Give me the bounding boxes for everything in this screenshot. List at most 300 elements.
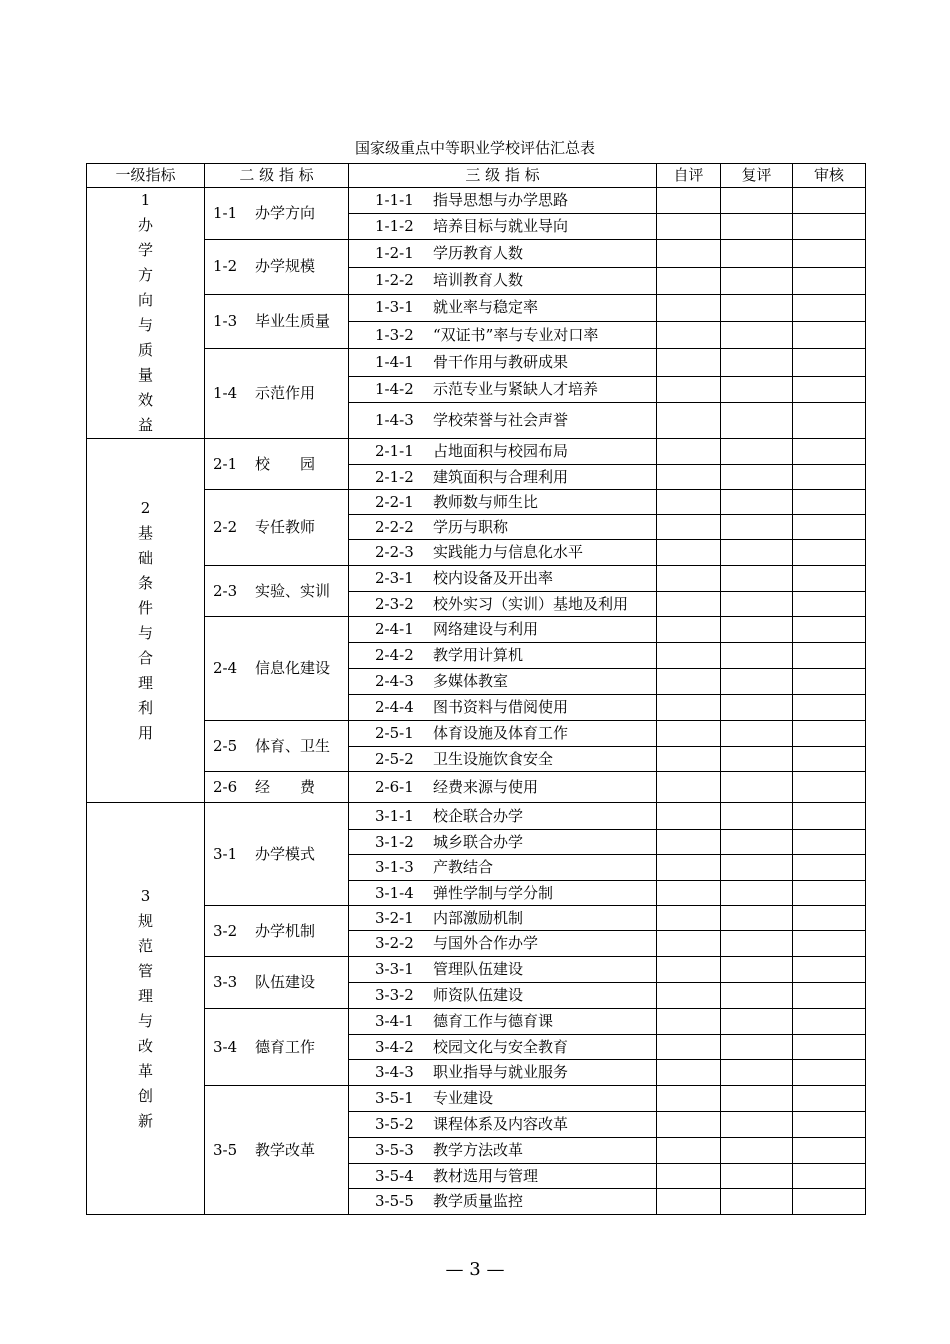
self-eval-cell[interactable] — [657, 465, 721, 490]
level1-char: 与 — [137, 316, 153, 334]
review-cell[interactable] — [721, 1164, 793, 1189]
level3-code: 2-2-2 — [375, 517, 414, 536]
level3-text: 图书资料与借阅使用 — [433, 698, 569, 716]
level3-text: 学历与职称 — [433, 517, 509, 536]
table-row — [87, 803, 866, 830]
level3-code: 2-5-1 — [375, 724, 414, 742]
level3-code: 3-1-1 — [375, 806, 414, 825]
header-level1: 一级指标 — [87, 164, 205, 188]
level1-char: 范 — [137, 936, 153, 955]
level3-indicator-cell — [349, 592, 657, 617]
level1-char: 质 — [137, 341, 153, 359]
audit-cell[interactable] — [793, 240, 866, 268]
level2-indicator-cell — [205, 188, 349, 240]
level3-text: 专业建设 — [433, 1089, 494, 1107]
level3-indicator-cell — [349, 881, 657, 906]
self-eval-cell[interactable] — [657, 643, 721, 669]
level3-indicator-cell — [349, 240, 657, 268]
level3-text: 管理队伍建设 — [433, 960, 524, 978]
level2-code: 1-1 — [213, 204, 238, 222]
review-cell[interactable] — [721, 772, 793, 803]
header-level2: 二 级 指 标 — [205, 164, 349, 188]
review-cell[interactable] — [721, 1060, 793, 1086]
level2-name: 办学机制 — [255, 921, 316, 940]
self-eval-cell[interactable] — [657, 1164, 721, 1189]
level3-text: 产教结合 — [433, 858, 494, 876]
self-eval-cell[interactable] — [657, 240, 721, 268]
level3-indicator-cell — [349, 566, 657, 592]
level2-name: 办学模式 — [255, 844, 316, 863]
review-cell[interactable] — [721, 490, 793, 515]
level3-code: 2-1-2 — [375, 467, 414, 486]
review-cell[interactable] — [721, 803, 793, 830]
self-eval-cell[interactable] — [657, 906, 721, 931]
level3-code: 3-2-1 — [375, 908, 414, 927]
level3-code: 3-5-5 — [375, 1192, 414, 1210]
table-header-row — [87, 164, 866, 188]
level3-code: 3-1-4 — [375, 883, 414, 902]
level3-indicator-cell — [349, 214, 657, 240]
audit-cell[interactable] — [793, 881, 866, 906]
level3-code: 3-4-1 — [375, 1012, 414, 1030]
level3-code: 2-2-1 — [375, 492, 414, 511]
level3-code: 3-5-4 — [375, 1166, 414, 1185]
header-review: 复评 — [721, 164, 793, 188]
review-cell[interactable] — [721, 566, 793, 592]
self-eval-cell[interactable] — [657, 1009, 721, 1035]
header-level3: 三 级 指 标 — [349, 164, 657, 188]
review-cell[interactable] — [721, 465, 793, 490]
level3-indicator-cell — [349, 490, 657, 515]
level1-number: 1 — [140, 191, 151, 209]
level3-indicator-cell — [349, 267, 657, 294]
level3-code: 2-4-4 — [375, 698, 414, 716]
self-eval-cell[interactable] — [657, 540, 721, 566]
level3-code: 2-4-1 — [375, 620, 414, 638]
level3-text: 德育工作与德育课 — [433, 1012, 554, 1030]
review-cell[interactable] — [721, 721, 793, 747]
review-cell[interactable] — [721, 643, 793, 669]
audit-cell[interactable] — [793, 855, 866, 881]
level3-text: 卫生设施饮食安全 — [433, 749, 554, 768]
level3-text: 弹性学制与学分制 — [433, 883, 554, 902]
level3-code: 3-1-2 — [375, 832, 414, 851]
audit-cell[interactable] — [793, 1112, 866, 1138]
level1-char: 学 — [137, 241, 153, 259]
audit-cell[interactable] — [793, 643, 866, 669]
level2-code: 3-1 — [213, 844, 238, 863]
level3-indicator-cell — [349, 1138, 657, 1164]
level1-char: 革 — [137, 1061, 153, 1080]
self-eval-cell[interactable] — [657, 803, 721, 830]
level1-char: 办 — [137, 216, 153, 234]
self-eval-cell[interactable] — [657, 931, 721, 957]
level2-code: 1-2 — [213, 257, 238, 276]
review-cell[interactable] — [721, 669, 793, 695]
level3-indicator-cell — [349, 983, 657, 1009]
review-cell[interactable] — [721, 747, 793, 772]
review-cell[interactable] — [721, 1112, 793, 1138]
audit-cell[interactable] — [793, 906, 866, 931]
self-eval-cell[interactable] — [657, 377, 721, 403]
level1-char: 件 — [137, 598, 153, 617]
level2-indicator-cell — [205, 566, 349, 617]
level3-text: 城乡联合办学 — [433, 832, 524, 851]
level1-char: 用 — [137, 723, 153, 742]
audit-cell[interactable] — [793, 515, 866, 540]
level3-indicator-cell — [349, 669, 657, 695]
level3-indicator-cell — [349, 803, 657, 830]
level3-text: 校园文化与安全教育 — [433, 1037, 569, 1056]
review-cell[interactable] — [721, 1035, 793, 1060]
self-eval-cell[interactable] — [657, 1138, 721, 1164]
level2-code: 3-5 — [213, 1140, 238, 1159]
self-eval-cell[interactable] — [657, 669, 721, 695]
level3-text: 建筑面积与合理利用 — [433, 467, 569, 486]
level3-code: 3-2-2 — [375, 934, 414, 952]
level3-text: 课程体系及内容改革 — [433, 1115, 569, 1133]
review-cell[interactable] — [721, 855, 793, 881]
level3-indicator-cell — [349, 322, 657, 349]
level3-text: 骨干作用与教研成果 — [433, 353, 569, 372]
audit-cell[interactable] — [793, 1164, 866, 1189]
self-eval-cell[interactable] — [657, 881, 721, 906]
level3-code: 2-2-3 — [375, 543, 414, 561]
self-eval-cell[interactable] — [657, 403, 721, 439]
review-cell[interactable] — [721, 240, 793, 268]
level3-indicator-cell — [349, 515, 657, 540]
level1-char: 条 — [137, 573, 153, 592]
level3-code: 1-3-1 — [375, 298, 414, 317]
level3-text: “双证书”率与专业对口率 — [433, 325, 599, 344]
level2-code: 2-4 — [213, 659, 238, 677]
table-body — [87, 188, 866, 1215]
level2-code: 2-2 — [213, 518, 238, 536]
self-eval-cell[interactable] — [657, 1086, 721, 1112]
review-cell[interactable] — [721, 540, 793, 566]
audit-cell[interactable] — [793, 566, 866, 592]
review-cell[interactable] — [721, 1189, 793, 1215]
table-row — [87, 439, 866, 465]
level3-text: 培养目标与就业导向 — [433, 217, 569, 235]
level2-code: 3-4 — [213, 1037, 238, 1056]
level2-indicator-cell — [205, 957, 349, 1009]
level2-indicator-cell — [205, 1009, 349, 1086]
level3-text: 网络建设与利用 — [433, 620, 539, 638]
level3-text: 校内设备及开出率 — [433, 569, 554, 587]
level3-code: 3-5-2 — [375, 1115, 414, 1133]
self-eval-cell[interactable] — [657, 214, 721, 240]
review-cell[interactable] — [721, 515, 793, 540]
level3-text: 培训教育人数 — [433, 271, 524, 290]
self-eval-cell[interactable] — [657, 830, 721, 855]
self-eval-cell[interactable] — [657, 490, 721, 515]
self-eval-cell[interactable] — [657, 267, 721, 294]
audit-cell[interactable] — [793, 465, 866, 490]
audit-cell[interactable] — [793, 617, 866, 643]
level2-indicator-cell — [205, 439, 349, 490]
audit-cell[interactable] — [793, 803, 866, 830]
audit-cell[interactable] — [793, 377, 866, 403]
level3-text: 师资队伍建设 — [433, 986, 524, 1004]
level3-text: 学历教育人数 — [433, 243, 524, 262]
audit-cell[interactable] — [793, 830, 866, 855]
review-cell[interactable] — [721, 349, 793, 377]
header-self-eval: 自评 — [657, 164, 721, 188]
level2-name: 校 园 — [255, 454, 316, 473]
self-eval-cell[interactable] — [657, 747, 721, 772]
level2-indicator-cell — [205, 294, 349, 349]
level3-code: 1-2-1 — [375, 243, 414, 262]
level3-text: 示范专业与紧缺人才培养 — [433, 380, 599, 398]
level1-char: 方 — [137, 266, 153, 284]
review-cell[interactable] — [721, 830, 793, 855]
level3-indicator-cell — [349, 349, 657, 377]
level2-name: 德育工作 — [255, 1037, 316, 1056]
level3-indicator-cell — [349, 1009, 657, 1035]
level3-indicator-cell — [349, 188, 657, 214]
level3-indicator-cell — [349, 439, 657, 465]
header-audit: 审核 — [793, 164, 866, 188]
level2-code: 1-3 — [213, 311, 238, 330]
audit-cell[interactable] — [793, 214, 866, 240]
level3-text: 校企联合办学 — [433, 806, 524, 825]
level3-indicator-cell — [349, 294, 657, 322]
self-eval-cell[interactable] — [657, 1112, 721, 1138]
self-eval-cell[interactable] — [657, 349, 721, 377]
level1-number: 2 — [140, 498, 151, 517]
level3-indicator-cell — [349, 772, 657, 803]
level3-code: 1-2-2 — [375, 271, 414, 290]
level3-indicator-cell — [349, 465, 657, 490]
level3-code: 3-4-3 — [375, 1063, 414, 1081]
level3-indicator-cell — [349, 617, 657, 643]
level3-indicator-cell — [349, 957, 657, 983]
level3-indicator-cell — [349, 1060, 657, 1086]
audit-cell[interactable] — [793, 669, 866, 695]
review-cell[interactable] — [721, 983, 793, 1009]
level3-text: 职业指导与就业服务 — [433, 1063, 569, 1081]
level2-indicator-cell — [205, 803, 349, 906]
review-cell[interactable] — [721, 931, 793, 957]
self-eval-cell[interactable] — [657, 515, 721, 540]
table-row — [87, 188, 866, 214]
self-eval-cell[interactable] — [657, 772, 721, 803]
self-eval-cell[interactable] — [657, 188, 721, 214]
review-cell[interactable] — [721, 906, 793, 931]
audit-cell[interactable] — [793, 267, 866, 294]
review-cell[interactable] — [721, 403, 793, 439]
self-eval-cell[interactable] — [657, 439, 721, 465]
audit-cell[interactable] — [793, 322, 866, 349]
review-cell[interactable] — [721, 377, 793, 403]
level3-code: 1-4-3 — [375, 411, 414, 429]
self-eval-cell[interactable] — [657, 322, 721, 349]
level3-text: 就业率与稳定率 — [433, 298, 539, 317]
audit-cell[interactable] — [793, 931, 866, 957]
audit-cell[interactable] — [793, 540, 866, 566]
level3-indicator-cell — [349, 1035, 657, 1060]
level2-code: 3-2 — [213, 921, 238, 940]
review-cell[interactable] — [721, 1009, 793, 1035]
self-eval-cell[interactable] — [657, 566, 721, 592]
review-cell[interactable] — [721, 617, 793, 643]
level3-indicator-cell — [349, 643, 657, 669]
level3-code: 1-1-2 — [375, 217, 414, 235]
level3-code: 1-4-1 — [375, 353, 414, 372]
review-cell[interactable] — [721, 322, 793, 349]
level1-char: 改 — [137, 1036, 153, 1055]
level2-name: 信息化建设 — [255, 659, 331, 677]
level3-code: 2-6-1 — [375, 777, 414, 796]
level3-text: 内部激励机制 — [433, 908, 524, 927]
audit-cell[interactable] — [793, 721, 866, 747]
level3-indicator-cell — [349, 747, 657, 772]
review-cell[interactable] — [721, 267, 793, 294]
level1-char: 新 — [137, 1111, 153, 1130]
level1-char: 管 — [137, 961, 153, 980]
self-eval-cell[interactable] — [657, 1060, 721, 1086]
level3-code: 3-4-2 — [375, 1037, 414, 1056]
audit-cell[interactable] — [793, 490, 866, 515]
level1-indicator-cell — [87, 803, 205, 1215]
level1-char: 益 — [137, 416, 153, 434]
level3-text: 与国外合作办学 — [433, 934, 539, 952]
level2-indicator-cell — [205, 240, 349, 295]
level1-char: 向 — [137, 291, 153, 309]
level3-code: 1-4-2 — [375, 380, 414, 398]
self-eval-cell[interactable] — [657, 957, 721, 983]
self-eval-cell[interactable] — [657, 617, 721, 643]
review-cell[interactable] — [721, 188, 793, 214]
level2-code: 2-1 — [213, 454, 238, 473]
level2-name: 队伍建设 — [255, 973, 316, 991]
level3-text: 教材选用与管理 — [433, 1166, 539, 1185]
audit-cell[interactable] — [793, 403, 866, 439]
level2-code: 1-4 — [213, 384, 238, 403]
audit-cell[interactable] — [793, 1189, 866, 1215]
level2-code: 2-6 — [213, 777, 238, 796]
self-eval-cell[interactable] — [657, 855, 721, 881]
level3-text: 教师数与师生比 — [433, 492, 539, 511]
level3-indicator-cell — [349, 1189, 657, 1215]
level2-indicator-cell — [205, 721, 349, 772]
level3-indicator-cell — [349, 931, 657, 957]
audit-cell[interactable] — [793, 592, 866, 617]
level3-code: 2-5-2 — [375, 749, 414, 768]
audit-cell[interactable] — [793, 695, 866, 721]
self-eval-cell[interactable] — [657, 592, 721, 617]
level2-name: 专任教师 — [255, 518, 316, 536]
audit-cell[interactable] — [793, 1060, 866, 1086]
level1-char: 理 — [137, 986, 153, 1005]
level3-text: 占地面积与校园布局 — [433, 442, 569, 460]
page-number: — 3 — — [445, 1259, 505, 1280]
self-eval-cell[interactable] — [657, 721, 721, 747]
audit-cell[interactable] — [793, 747, 866, 772]
level3-text: 校外实习（实训）基地及利用 — [433, 594, 629, 613]
level3-indicator-cell — [349, 721, 657, 747]
audit-cell[interactable] — [793, 1086, 866, 1112]
level2-indicator-cell — [205, 490, 349, 566]
level3-indicator-cell — [349, 1086, 657, 1112]
level3-code: 3-1-3 — [375, 858, 414, 876]
level3-code: 2-1-1 — [375, 442, 414, 460]
level3-code: 3-5-3 — [375, 1141, 414, 1159]
level2-name: 体育、卫生 — [255, 736, 331, 755]
document-title: 国家级重点中等职业学校评估汇总表 — [354, 139, 595, 157]
evaluation-summary-table — [86, 163, 866, 1215]
audit-cell[interactable] — [793, 294, 866, 322]
level3-text: 指导思想与办学思路 — [433, 191, 569, 209]
review-cell[interactable] — [721, 695, 793, 721]
self-eval-cell[interactable] — [657, 1189, 721, 1215]
level3-code: 2-4-3 — [375, 672, 414, 690]
level3-indicator-cell — [349, 830, 657, 855]
review-cell[interactable] — [721, 294, 793, 322]
level1-indicator-cell — [87, 439, 205, 803]
level3-text: 学校荣誉与社会声誉 — [433, 411, 569, 429]
level3-code: 3-5-1 — [375, 1089, 414, 1107]
level3-text: 教学用计算机 — [433, 646, 524, 664]
level1-indicator-cell — [87, 188, 205, 439]
level3-text: 实践能力与信息化水平 — [433, 543, 584, 561]
level1-char: 理 — [137, 673, 153, 692]
level3-indicator-cell — [349, 695, 657, 721]
review-cell[interactable] — [721, 592, 793, 617]
level2-indicator-cell — [205, 349, 349, 439]
level2-indicator-cell — [205, 617, 349, 721]
self-eval-cell[interactable] — [657, 983, 721, 1009]
level1-char: 与 — [137, 623, 153, 642]
self-eval-cell[interactable] — [657, 294, 721, 322]
level1-char: 量 — [137, 366, 153, 384]
level1-char: 创 — [137, 1086, 153, 1105]
review-cell[interactable] — [721, 957, 793, 983]
audit-cell[interactable] — [793, 983, 866, 1009]
audit-cell[interactable] — [793, 188, 866, 214]
level2-name: 示范作用 — [255, 384, 316, 403]
self-eval-cell[interactable] — [657, 1035, 721, 1060]
audit-cell[interactable] — [793, 1009, 866, 1035]
level2-name: 办学规模 — [255, 257, 316, 276]
level3-code: 1-1-1 — [375, 191, 414, 209]
audit-cell[interactable] — [793, 772, 866, 803]
audit-cell[interactable] — [793, 1035, 866, 1060]
review-cell[interactable] — [721, 1138, 793, 1164]
audit-cell[interactable] — [793, 1138, 866, 1164]
level2-indicator-cell — [205, 906, 349, 957]
level2-name: 实验、实训 — [255, 581, 331, 600]
level2-code: 2-3 — [213, 581, 238, 600]
audit-cell[interactable] — [793, 957, 866, 983]
self-eval-cell[interactable] — [657, 695, 721, 721]
review-cell[interactable] — [721, 439, 793, 465]
level3-code: 2-3-2 — [375, 594, 414, 613]
audit-cell[interactable] — [793, 439, 866, 465]
review-cell[interactable] — [721, 1086, 793, 1112]
review-cell[interactable] — [721, 881, 793, 906]
level1-char: 基 — [137, 523, 153, 542]
audit-cell[interactable] — [793, 349, 866, 377]
level3-text: 教学质量监控 — [433, 1192, 524, 1210]
level3-code: 1-3-2 — [375, 325, 414, 344]
level1-char: 规 — [137, 911, 153, 930]
review-cell[interactable] — [721, 214, 793, 240]
level3-code: 2-3-1 — [375, 569, 414, 587]
level1-number: 3 — [140, 886, 151, 905]
level3-code: 2-4-2 — [375, 646, 414, 664]
